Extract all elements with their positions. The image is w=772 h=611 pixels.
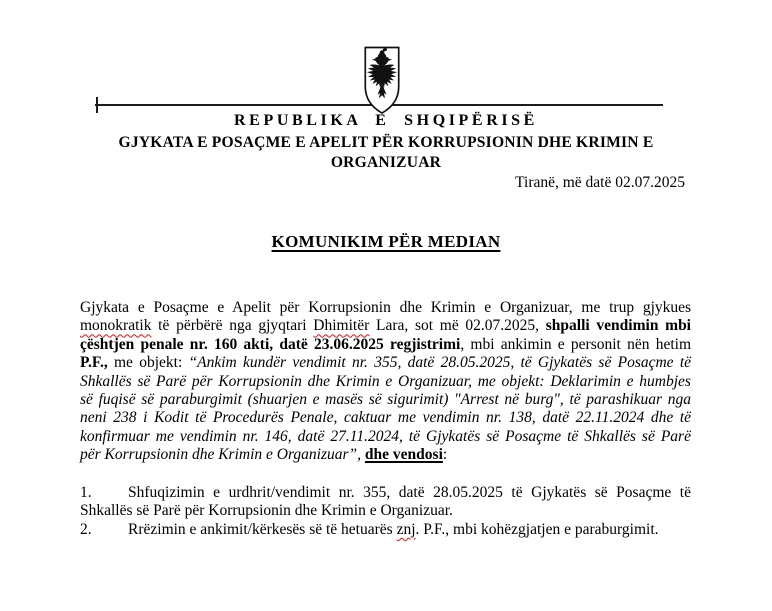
text-segment: P.F.,	[80, 354, 108, 372]
press-release-title	[0, 232, 772, 252]
text-segment: Shkallës së Parë për Korrupsionin dhe Krimin e Organizuar, me objekt: Deklarimin e humbjes	[80, 372, 691, 390]
text-segment: dhe vendosi	[364, 446, 443, 464]
text-segment: neni 238 i Kodit të Procedurës Penale, caktuar me vendimin nr. 138, datë 22.11.2024 dhe të	[80, 409, 692, 427]
text-segment: . P.F., mbi kohëzgjatjen e paraburgimit.	[415, 520, 659, 538]
text-line	[80, 299, 691, 317]
misspelled-word: znj	[396, 520, 416, 538]
court-name-line2: ORGANIZUAR	[330, 154, 442, 171]
text-segment: Rrëzimin e ankimit/kërkesës së të hetuarës	[128, 520, 397, 538]
text-line	[80, 354, 691, 372]
text-line	[80, 317, 691, 335]
text-segment: së fuqisë së paraburgimit (shuarjen e masës së sigurimit) "Arrest në burg", të parashikuar nga	[80, 390, 691, 408]
decisions-list	[80, 484, 691, 539]
press-release-title-text: KOMUNIKIM PËR MEDIAN	[271, 232, 501, 251]
text-segment: të përbërë nga gjyqtari	[151, 317, 314, 335]
text-segment: Gjykata e Posaçme e Apelit për Korrupsionin dhe Krimin e Organizuar, me trup gjykues	[80, 299, 692, 316]
text-segment: Lara, sot më 02.07.2025,	[369, 317, 546, 335]
intro-paragraph	[80, 299, 691, 465]
text-line	[80, 428, 691, 446]
place-date-line: Tiranë, më datë 02.07.2025	[515, 174, 685, 191]
text-segment: çështjen penale nr. 160 akti, datë 23.06.2025 regjistrimi	[80, 335, 461, 353]
text-segment: ”,	[348, 446, 365, 464]
text-segment: :	[442, 446, 448, 464]
misspelled-word: Dhimitër	[313, 317, 370, 335]
text-line	[80, 521, 691, 539]
text-line	[80, 373, 691, 391]
text-segment: për Korrupsionin dhe Krimin e Organizuar	[80, 446, 349, 464]
text-segment: Shfuqizimin e urdhrit/vendimit nr. 355, datë 28.05.2025 të Gjykatës së Posaçme të	[128, 484, 691, 501]
text-segment: “Ankim kundër vendimit nr. 355, datë 28.05.2025, të Gjykatës së Posaçme të	[188, 354, 692, 372]
text-line	[80, 446, 691, 464]
text-segment: 1.	[80, 484, 92, 501]
text-segment: Shkallës së Parë për Korrupsionin dhe Krimin e Organizuar.	[80, 502, 453, 520]
republic-heading: REPUBLIKA E SHQIPËRISË	[234, 112, 538, 129]
text-line	[80, 484, 691, 502]
text-line	[80, 391, 691, 409]
misspelled-word: monokratik	[80, 317, 152, 335]
text-line	[80, 336, 691, 354]
text-line	[80, 502, 691, 520]
albanian-eagle-emblem-icon	[360, 45, 404, 116]
text-line	[80, 409, 691, 427]
header-rule-left-tick	[96, 97, 98, 113]
text-segment: me objekt:	[107, 354, 189, 372]
court-name-line1: GJYKATA E POSAÇME E APELIT PËR KORRUPSIONIN DHE KRIMIN E	[118, 134, 654, 151]
text-segment: shpalli vendimin mbi	[545, 317, 691, 335]
text-segment: , mbi ankimin e personit nën hetim	[460, 335, 692, 353]
text-segment: 2.	[80, 520, 92, 538]
text-segment: konfirmuar me vendimin nr. 146, datë 27.11.2024, të Gjykatës së Posaçme të Shkallës së Parë	[80, 427, 691, 445]
